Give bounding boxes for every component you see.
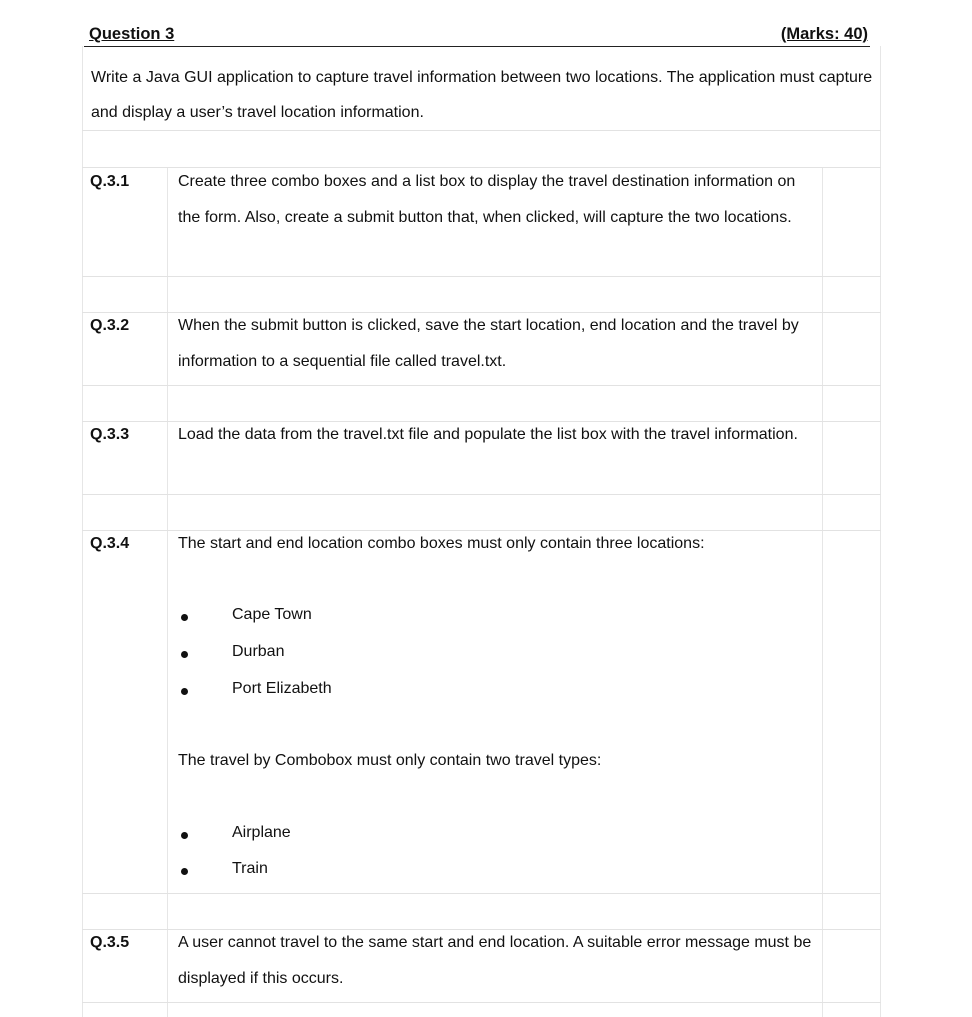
travel-type-option: Train <box>232 860 268 877</box>
item-number: Q.3.3 <box>90 426 130 443</box>
table-row-line <box>82 494 881 495</box>
item-number: Q.3.4 <box>90 535 130 552</box>
item-text: A user cannot travel to the same start and end location. A suitable error message must be displayed if this occurs. <box>178 934 812 987</box>
item-text: The start and end location combo boxes must only contain three locations: <box>178 535 705 552</box>
table-row-line <box>82 385 881 386</box>
bullet-icon <box>181 651 188 658</box>
bullet-icon <box>181 614 188 621</box>
location-option: Durban <box>232 643 285 660</box>
table-border-left <box>82 46 83 1017</box>
bullet-icon <box>181 688 188 695</box>
question-title: Question 3 <box>89 25 175 43</box>
bullet-icon <box>181 832 188 839</box>
question-marks: (Marks: 40) <box>780 25 868 43</box>
location-option: Port Elizabeth <box>232 680 332 697</box>
location-option: Cape Town <box>232 606 312 623</box>
item-text: Create three combo boxes and a list box to display the travel destination information on the form. Also, create a submit button that, when clicked, will capture the two locations. <box>178 173 796 226</box>
table-row-line <box>82 130 881 131</box>
question-header <box>84 24 870 47</box>
table-border-right <box>880 46 881 1017</box>
bullet-icon <box>181 868 188 875</box>
item-text: When the submit button is clicked, save the start location, end location and the travel by information to a sequential file called travel.txt. <box>178 317 799 370</box>
question-intro: Write a Java GUI application to capture travel information between two locations. The application must capture and display a user’s travel location information. <box>91 69 873 121</box>
table-row-line <box>82 1002 881 1003</box>
table-divider-marks-column <box>822 167 823 1017</box>
table-row-line <box>82 893 881 894</box>
travel-type-option: Airplane <box>232 824 291 841</box>
table-divider-number-column <box>167 167 168 1017</box>
item-number: Q.3.1 <box>90 173 130 190</box>
item-number: Q.3.5 <box>90 934 130 951</box>
item-text: Load the data from the travel.txt file and populate the list box with the travel information. <box>178 426 798 443</box>
item-text-secondary: The travel by Combobox must only contain two travel types: <box>178 752 602 769</box>
item-number: Q.3.2 <box>90 317 130 334</box>
table-row-line <box>82 276 881 277</box>
